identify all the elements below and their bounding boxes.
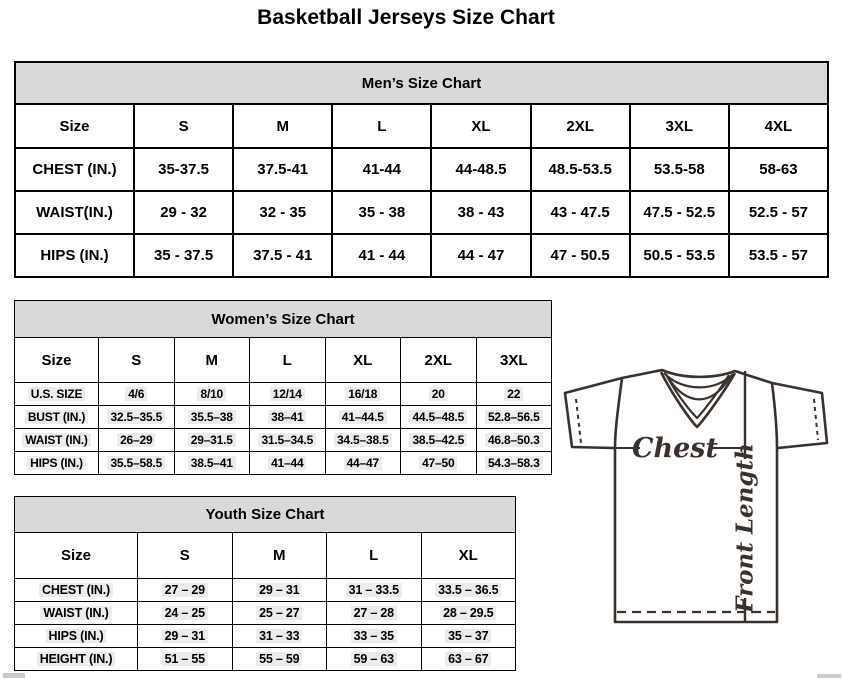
jersey-diagram: [556, 360, 843, 665]
table-cell: 48.5-53.5: [531, 148, 630, 191]
table-cell: 50.5 - 53.5: [630, 234, 729, 277]
table-cell: 35-37.5: [134, 148, 233, 191]
jersey-left-sleeve: [565, 378, 622, 448]
table-cell: 29–31.5: [174, 429, 250, 452]
table-cell: 27 – 28: [327, 602, 422, 625]
column-header: XL: [325, 338, 401, 383]
chest-label: Chest: [632, 433, 718, 464]
table-cell: 41-44: [332, 148, 431, 191]
table-cell: 47 - 50.5: [531, 234, 630, 277]
cutoff-element-bottom-left: [3, 673, 25, 678]
cutoff-element-bottom-right: [817, 674, 841, 678]
table-row: [15, 406, 552, 429]
mens-size-chart-table: [14, 61, 829, 278]
row-label: U.S. SIZE: [15, 383, 99, 406]
table-cell: 28 – 29.5: [421, 602, 516, 625]
page-title: Basketball Jerseys Size Chart: [257, 6, 555, 29]
column-header: L: [250, 338, 326, 383]
row-label: HEIGHT (IN.): [15, 648, 138, 671]
table-cell: 53.5 - 57: [729, 234, 828, 277]
table-cell: 63 – 67: [421, 648, 516, 671]
table-cell: 12/14: [250, 383, 326, 406]
table-row: [15, 452, 552, 475]
table-cell: 29 – 31: [232, 579, 327, 602]
jersey-right-sleeve: [772, 383, 827, 448]
table-cell: 4/6: [99, 383, 175, 406]
table-cell: 47.5 - 52.5: [630, 191, 729, 234]
column-header: XL: [421, 533, 516, 579]
table-cell: 38.5–42.5: [401, 429, 477, 452]
column-header: S: [134, 104, 233, 148]
column-header: XL: [431, 104, 530, 148]
table-row: [15, 625, 516, 648]
table-cell: 35 – 37: [421, 625, 516, 648]
column-header: Size: [15, 104, 134, 148]
table-cell: 44 - 47: [431, 234, 530, 277]
table-cell: 54.3–58.3: [476, 452, 552, 475]
row-label: BUST (IN.): [15, 406, 99, 429]
table-row: [15, 191, 828, 234]
table-cell: 38.5–41: [174, 452, 250, 475]
table-title-band: [15, 301, 552, 338]
table-row: [15, 602, 516, 625]
table-cell: 55 – 59: [232, 648, 327, 671]
table-row: [15, 429, 552, 452]
youth-size-chart-table: [14, 496, 516, 671]
table-cell: 41 - 44: [332, 234, 431, 277]
row-label: HIPS (IN.): [15, 625, 138, 648]
table-cell: 59 – 63: [327, 648, 422, 671]
table-cell: 27 – 29: [138, 579, 233, 602]
table-cell: 47–50: [401, 452, 477, 475]
table-row: [15, 579, 516, 602]
table-cell: 35.5–58.5: [99, 452, 175, 475]
column-header: 3XL: [630, 104, 729, 148]
table-cell: 16/18: [325, 383, 401, 406]
right-sleeve-stitch-dashed-line: [814, 399, 818, 440]
column-header: M: [232, 533, 327, 579]
table-cell: 46.8–50.3: [476, 429, 552, 452]
row-label: HIPS (IN.): [15, 234, 134, 277]
table-cell: 31 – 33: [232, 625, 327, 648]
column-header: Size: [15, 338, 99, 383]
table-cell: 26–29: [99, 429, 175, 452]
table-cell: 35 - 37.5: [134, 234, 233, 277]
table-title: Women’s Size Chart: [15, 301, 552, 338]
table-cell: 44-48.5: [431, 148, 530, 191]
table-cell: 33 – 35: [327, 625, 422, 648]
column-header-row: [15, 104, 828, 148]
table-cell: 38–41: [250, 406, 326, 429]
column-header: Size: [15, 533, 138, 579]
table-row: [15, 648, 516, 671]
table-cell: 31.5–34.5: [250, 429, 326, 452]
column-header: S: [99, 338, 175, 383]
womens-size-chart-table: [14, 300, 552, 475]
table-cell: 32.5–35.5: [99, 406, 175, 429]
table-row: [15, 234, 828, 277]
table-cell: 20: [401, 383, 477, 406]
table-cell: 58-63: [729, 148, 828, 191]
table-cell: 51 – 55: [138, 648, 233, 671]
column-header: S: [138, 533, 233, 579]
table-title-band: [15, 497, 516, 533]
table-cell: 44.5–48.5: [401, 406, 477, 429]
table-cell: 53.5-58: [630, 148, 729, 191]
table-row: [15, 148, 828, 191]
row-label: WAIST (IN.): [15, 429, 99, 452]
table-cell: 22: [476, 383, 552, 406]
table-cell: 37.5-41: [233, 148, 332, 191]
table-title: Youth Size Chart: [15, 497, 516, 533]
table-title-band: [15, 62, 828, 104]
row-label: CHEST (IN.): [15, 579, 138, 602]
table-cell: 52.5 - 57: [729, 191, 828, 234]
row-label: CHEST (IN.): [15, 148, 134, 191]
table-cell: 35.5–38: [174, 406, 250, 429]
row-label: WAIST (IN.): [15, 602, 138, 625]
column-header: L: [327, 533, 422, 579]
table-cell: 33.5 – 36.5: [421, 579, 516, 602]
table-cell: 31 – 33.5: [327, 579, 422, 602]
column-header-row: [15, 338, 552, 383]
table-cell: 44–47: [325, 452, 401, 475]
table-cell: 29 – 31: [138, 625, 233, 648]
table-cell: 41–44.5: [325, 406, 401, 429]
table-cell: 43 - 47.5: [531, 191, 630, 234]
front-length-label: Front Length: [731, 443, 759, 613]
table-row: [15, 383, 552, 406]
table-cell: 8/10: [174, 383, 250, 406]
column-header: 4XL: [729, 104, 828, 148]
table-title: Men’s Size Chart: [15, 62, 828, 104]
table-cell: 35 - 38: [332, 191, 431, 234]
column-header: M: [233, 104, 332, 148]
column-header: M: [174, 338, 250, 383]
column-header-row: [15, 533, 516, 579]
table-cell: 25 – 27: [232, 602, 327, 625]
table-cell: 24 – 25: [138, 602, 233, 625]
table-cell: 38 - 43: [431, 191, 530, 234]
left-sleeve-stitch-dashed-line: [576, 399, 581, 443]
table-cell: 52.8–56.5: [476, 406, 552, 429]
table-cell: 41–44: [250, 452, 326, 475]
table-cell: 37.5 - 41: [233, 234, 332, 277]
column-header: 3XL: [476, 338, 552, 383]
row-label: HIPS (IN.): [15, 452, 99, 475]
table-cell: 34.5–38.5: [325, 429, 401, 452]
row-label: WAIST(IN.): [15, 191, 134, 234]
column-header: 2XL: [401, 338, 477, 383]
table-cell: 29 - 32: [134, 191, 233, 234]
column-header: L: [332, 104, 431, 148]
column-header: 2XL: [531, 104, 630, 148]
table-cell: 32 - 35: [233, 191, 332, 234]
